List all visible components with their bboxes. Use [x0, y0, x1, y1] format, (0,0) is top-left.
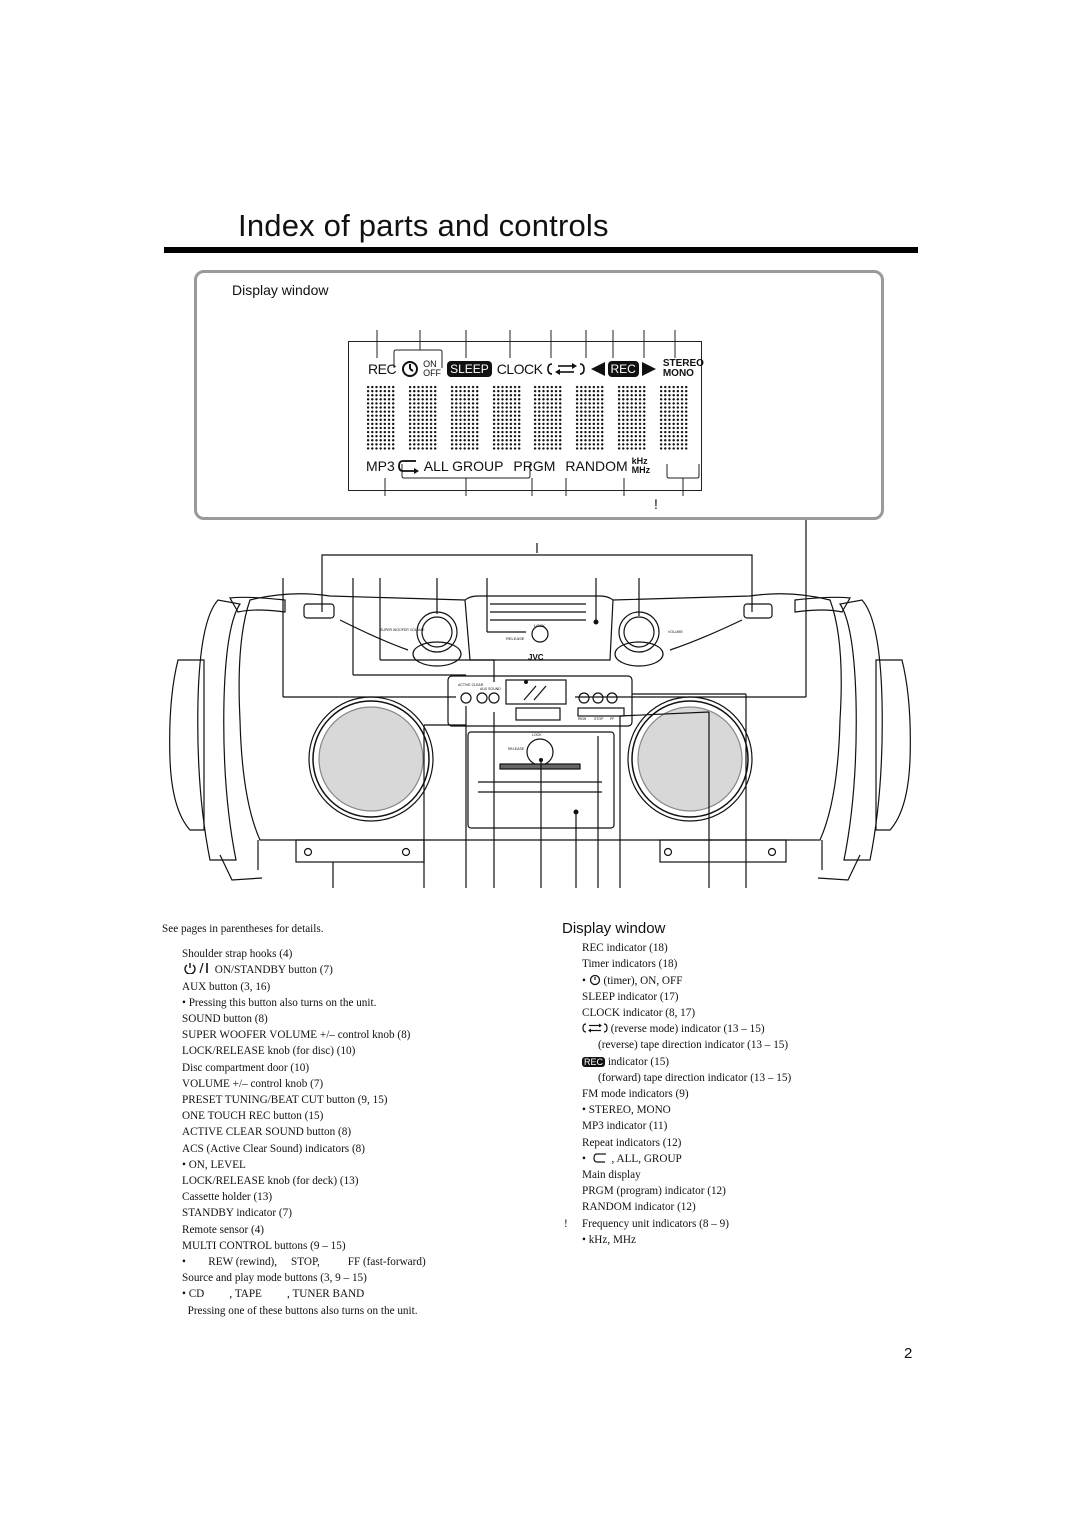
list-item-text: ON/STANDBY button (7): [214, 964, 333, 977]
list-item-text: Frequency unit indicators (8 – 9): [582, 1217, 729, 1230]
timer-icon: [589, 974, 601, 986]
list-item-text: (timer), ON, OFF: [603, 974, 683, 987]
list-item: MP3 indicator (11): [582, 1120, 668, 1133]
list-item: LOCK/RELEASE knob (for deck) (13): [182, 1175, 359, 1188]
ff-label: FF: [610, 717, 615, 721]
lcd-clock-text: CLOCK: [496, 361, 543, 377]
stop-label: STOP: [594, 717, 604, 721]
lcd-mhz-text: MHz: [631, 465, 651, 475]
page-title: Index of parts and controls: [238, 208, 609, 243]
lcd-all-group-text: ALL GROUP: [423, 458, 504, 474]
list-item: SUPER WOOFER VOLUME +/– control knob (8): [182, 1029, 411, 1042]
volume-label: VOLUME: [668, 630, 683, 634]
list-item: [562, 1021, 892, 1037]
list-item: Source and play mode buttons (3, 9 – 15): [182, 1272, 367, 1285]
lock-label: LOCK: [534, 623, 545, 628]
display-window-label: Display window: [232, 282, 329, 298]
release2-label: RELEASE: [508, 747, 525, 751]
callout-excl: !: [654, 496, 658, 512]
list-item: Main display: [582, 1169, 641, 1182]
rew-label: REW: [578, 717, 587, 721]
list-item: • REW (rewind), STOP, FF (fast-forward): [182, 1256, 426, 1269]
lcd-mp3-text: MP3: [366, 458, 395, 474]
list-item: [562, 1054, 892, 1070]
lcd-mono-text: MONO: [662, 368, 694, 379]
super-woofer-label: SUPER WOOFER VOLUME: [380, 628, 425, 632]
list-item: CLOCK indicator (8, 17): [582, 1007, 696, 1020]
list-item: [562, 1216, 892, 1232]
lcd-khz-text: kHz: [631, 456, 648, 466]
list-item: ACS (Active Clear Sound) indicators (8): [182, 1142, 366, 1155]
lcd-stereo-text: STEREO: [662, 358, 704, 369]
list-item: • (timer), ON, OFF: [582, 974, 683, 987]
display-window-list: [562, 921, 892, 1248]
list-item: REC indicator (18): [582, 942, 668, 955]
lcd-off-text: OFF: [423, 368, 442, 378]
list-item: [162, 962, 502, 978]
lock2-label: LOCK: [532, 733, 542, 737]
list-item: ONE TOUCH REC button (15): [182, 1110, 324, 1123]
power-standby-icon: [182, 962, 212, 974]
display-window-heading: Display window: [562, 920, 666, 937]
list-item: (forward) tape direction indicator (13 – 15): [598, 1071, 792, 1084]
list-item: Cassette holder (13): [182, 1191, 273, 1204]
list-item: FM mode indicators (9): [582, 1088, 689, 1101]
list-item: ACTIVE CLEAR SOUND button (8): [182, 1126, 352, 1139]
lcd-on-text: ON: [423, 359, 437, 369]
list-item: • ON, LEVEL: [182, 1158, 246, 1171]
active-clear-label: ACTIVE CLEAR: [458, 683, 484, 687]
lcd-prgm-text: PRGM: [513, 458, 556, 474]
see-pages-note: See pages in parentheses for details.: [162, 923, 324, 935]
list-item: Disc compartment door (10): [182, 1061, 310, 1074]
list-item: (reverse) tape direction indicator (13 – 15): [598, 1039, 789, 1052]
parts-list: [162, 921, 502, 1319]
list-item: • CD , TAPE , TUNER BAND: [182, 1288, 365, 1301]
list-item: SOUND button (8): [182, 1013, 268, 1026]
list-item: Timer indicators (18): [582, 958, 678, 971]
list-item: MULTI CONTROL buttons (9 – 15): [182, 1239, 346, 1252]
list-item: • Pressing this button also turns on the unit.: [182, 996, 377, 1009]
lcd-rec-text: REC: [368, 361, 397, 377]
list-item: Repeat indicators (12): [582, 1136, 682, 1149]
list-item: SLEEP indicator (17): [582, 990, 679, 1003]
list-item: Pressing one of these buttons also turns on the unit.: [182, 1304, 418, 1317]
list-item-text: indicator (15): [607, 1055, 670, 1068]
list-item: LOCK/RELEASE knob (for disc) (10): [182, 1045, 356, 1058]
lcd-sleep-badge: SLEEP: [447, 361, 492, 377]
list-item-text: , ALL, GROUP: [611, 1152, 682, 1165]
excl-mark: !: [564, 1217, 568, 1230]
release-label: RELEASE: [506, 636, 525, 641]
list-item: RANDOM indicator (12): [582, 1201, 696, 1214]
list-item: AUX button (3, 16): [182, 980, 271, 993]
list-item: • , ALL, GROUP: [582, 1152, 682, 1165]
list-item: Shoulder strap hooks (4): [182, 948, 293, 961]
page-number: 2: [904, 1345, 913, 1362]
lcd-random-text: RANDOM: [565, 458, 628, 474]
list-item-text: (reverse mode) indicator (13 – 15): [610, 1023, 765, 1036]
list-item: PRGM (program) indicator (12): [582, 1185, 726, 1198]
list-item: STANDBY indicator (7): [182, 1207, 292, 1220]
list-item: • kHz, MHz: [582, 1233, 636, 1246]
repeat-icon: [593, 1152, 609, 1164]
list-item: • STEREO, MONO: [582, 1104, 671, 1117]
list-item: Remote sensor (4): [182, 1223, 265, 1236]
list-item: VOLUME +/– control knob (7): [182, 1077, 324, 1090]
rec-icon: REC: [584, 1056, 604, 1067]
lcd-rec-badge: REC: [608, 361, 639, 377]
list-item: PRESET TUNING/BEAT CUT button (9, 15): [182, 1094, 388, 1107]
reverse-mode-icon: [582, 1022, 608, 1034]
aux-sound-label: AUX SOUND: [480, 687, 501, 691]
brand-logo: JVC: [528, 653, 544, 662]
